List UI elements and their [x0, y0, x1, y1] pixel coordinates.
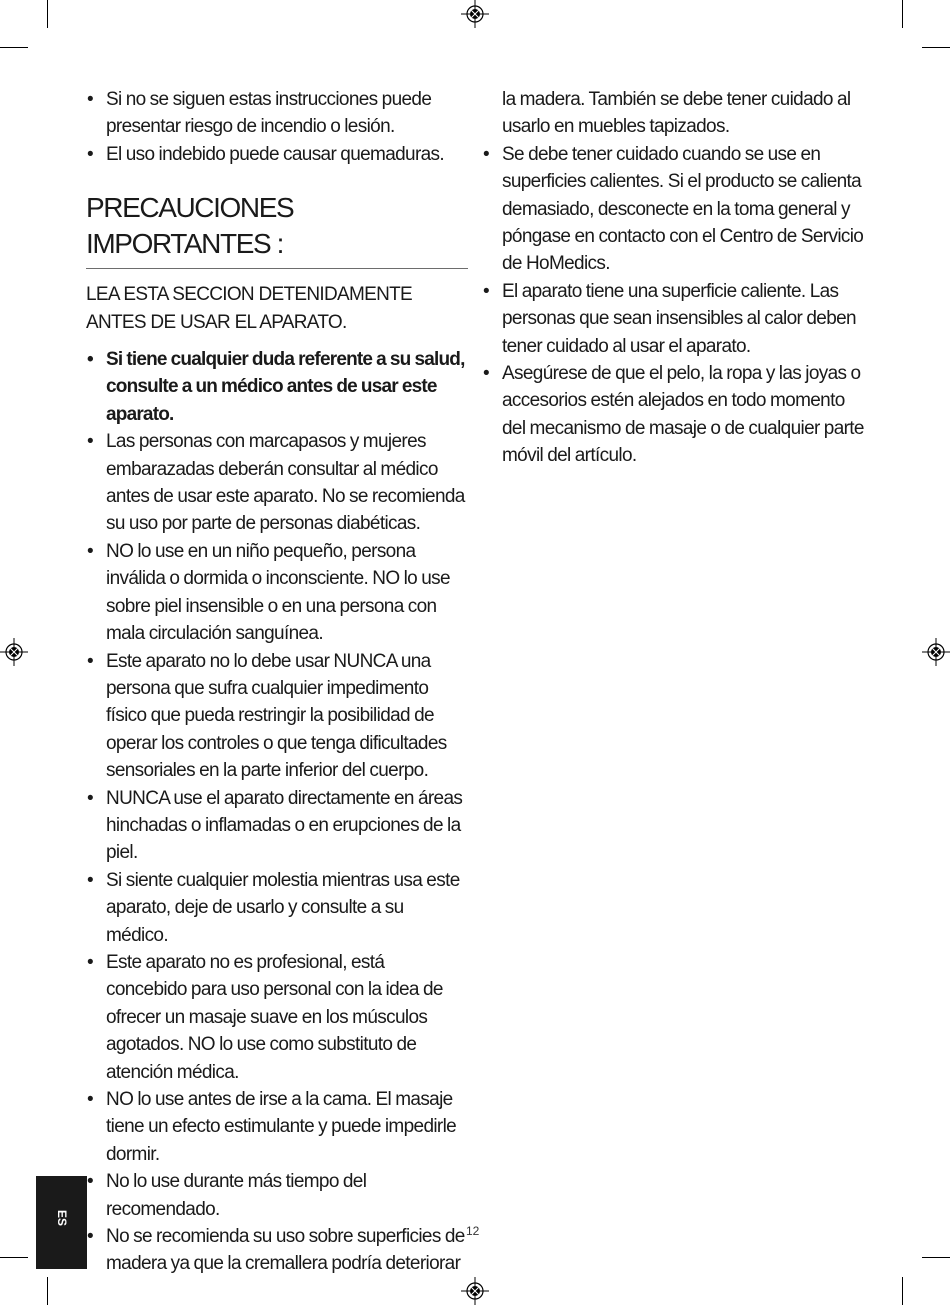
language-tab — [36, 1176, 87, 1269]
list-item: • NO lo use en un niño pequeño, persona inválida o dormida o inconsciente. NO lo use sobre piel insensible o en una persona con mala circulación sanguínea. — [86, 538, 468, 648]
section-title: PRECAUCIONES IMPORTANTES : — [86, 190, 468, 269]
registration-mark-icon — [0, 638, 28, 666]
crop-mark — [902, 1277, 903, 1305]
registration-mark-icon — [922, 638, 950, 666]
crop-mark — [902, 0, 903, 28]
crop-mark — [47, 0, 48, 28]
crop-mark — [922, 47, 950, 48]
crop-mark — [922, 1257, 950, 1258]
list-item: • No se recomienda su uso sobre superficies de madera ya que la cremallera podría deteriorar — [86, 1223, 468, 1278]
list-item-continuation: la madera. También se debe tener cuidado al usarlo en muebles tapizados. — [502, 89, 851, 138]
right-column — [482, 86, 864, 470]
crop-mark — [0, 1257, 28, 1258]
list-item: • NO lo use antes de irse a la cama. El masaje tiene un efecto estimulante y puede impedirle dormir. — [86, 1086, 468, 1168]
list-item: • Si siente cualquier molestia mientras usa este aparato, deje de usarlo y consulte a su médico. — [86, 867, 468, 949]
registration-mark-icon — [461, 1277, 489, 1305]
top-bullet-list — [86, 86, 468, 168]
section-intro: LEA ESTA SECCION DETENIDAMENTE ANTES DE USAR EL APARATO. — [86, 284, 413, 333]
list-item: • Este aparato no lo debe usar NUNCA una persona que sufra cualquier impedimento físico que pueda restringir la posibilidad de operar los controles o que tenga dificultades sensoriales en la parte inferior del cuerpo. — [86, 648, 468, 785]
precautions-list — [86, 346, 468, 1278]
list-item: • NUNCA use el aparato directamente en áreas hinchadas o inflamadas o en erupciones de la piel. — [86, 785, 468, 867]
list-item: • Si no se siguen estas instrucciones puede presentar riesgo de incendio o lesión. — [86, 86, 468, 141]
list-item: • Las personas con marcapasos y mujeres embarazadas deberán consultar al médico antes de usar este aparato. No se recomienda su uso por parte de personas diabéticas. — [86, 428, 468, 538]
registration-mark-icon — [461, 0, 489, 28]
list-item: • Se debe tener cuidado cuando se use en superficies calientes. Si el producto se calienta demasiado, desconecte en la toma general y póngase en contacto con el Centro de Servicio de HoMedics. — [482, 141, 864, 278]
list-item: • El aparato tiene una superficie caliente. Las personas que sean insensibles al calor deben tener cuidado al usar el aparato. — [482, 278, 864, 360]
language-tab-label: ES — [55, 1209, 70, 1227]
crop-mark — [0, 47, 28, 48]
list-item: • Este aparato no es profesional, está concebido para uso personal con la idea de ofrecer un masaje suave en los músculos agotados. NO lo use como substituto de atención médica. — [86, 949, 468, 1086]
crop-mark — [47, 1277, 48, 1305]
list-item-bold: • Si tiene cualquier duda referente a su salud, consulte a un médico antes de usar este aparato. — [86, 346, 468, 428]
list-item: • Asegúrese de que el pelo, la ropa y las joyas o accesorios estén alejados en todo momento del mecanismo de masaje o de cualquier parte móvil del artículo. — [482, 360, 864, 470]
list-item: • No lo use durante más tiempo del recomendado. — [86, 1168, 468, 1223]
continued-list — [482, 86, 864, 470]
list-item: • El uso indebido puede causar quemaduras. — [86, 141, 468, 168]
left-column — [86, 86, 468, 1278]
page-number: 12 — [466, 1224, 480, 1238]
